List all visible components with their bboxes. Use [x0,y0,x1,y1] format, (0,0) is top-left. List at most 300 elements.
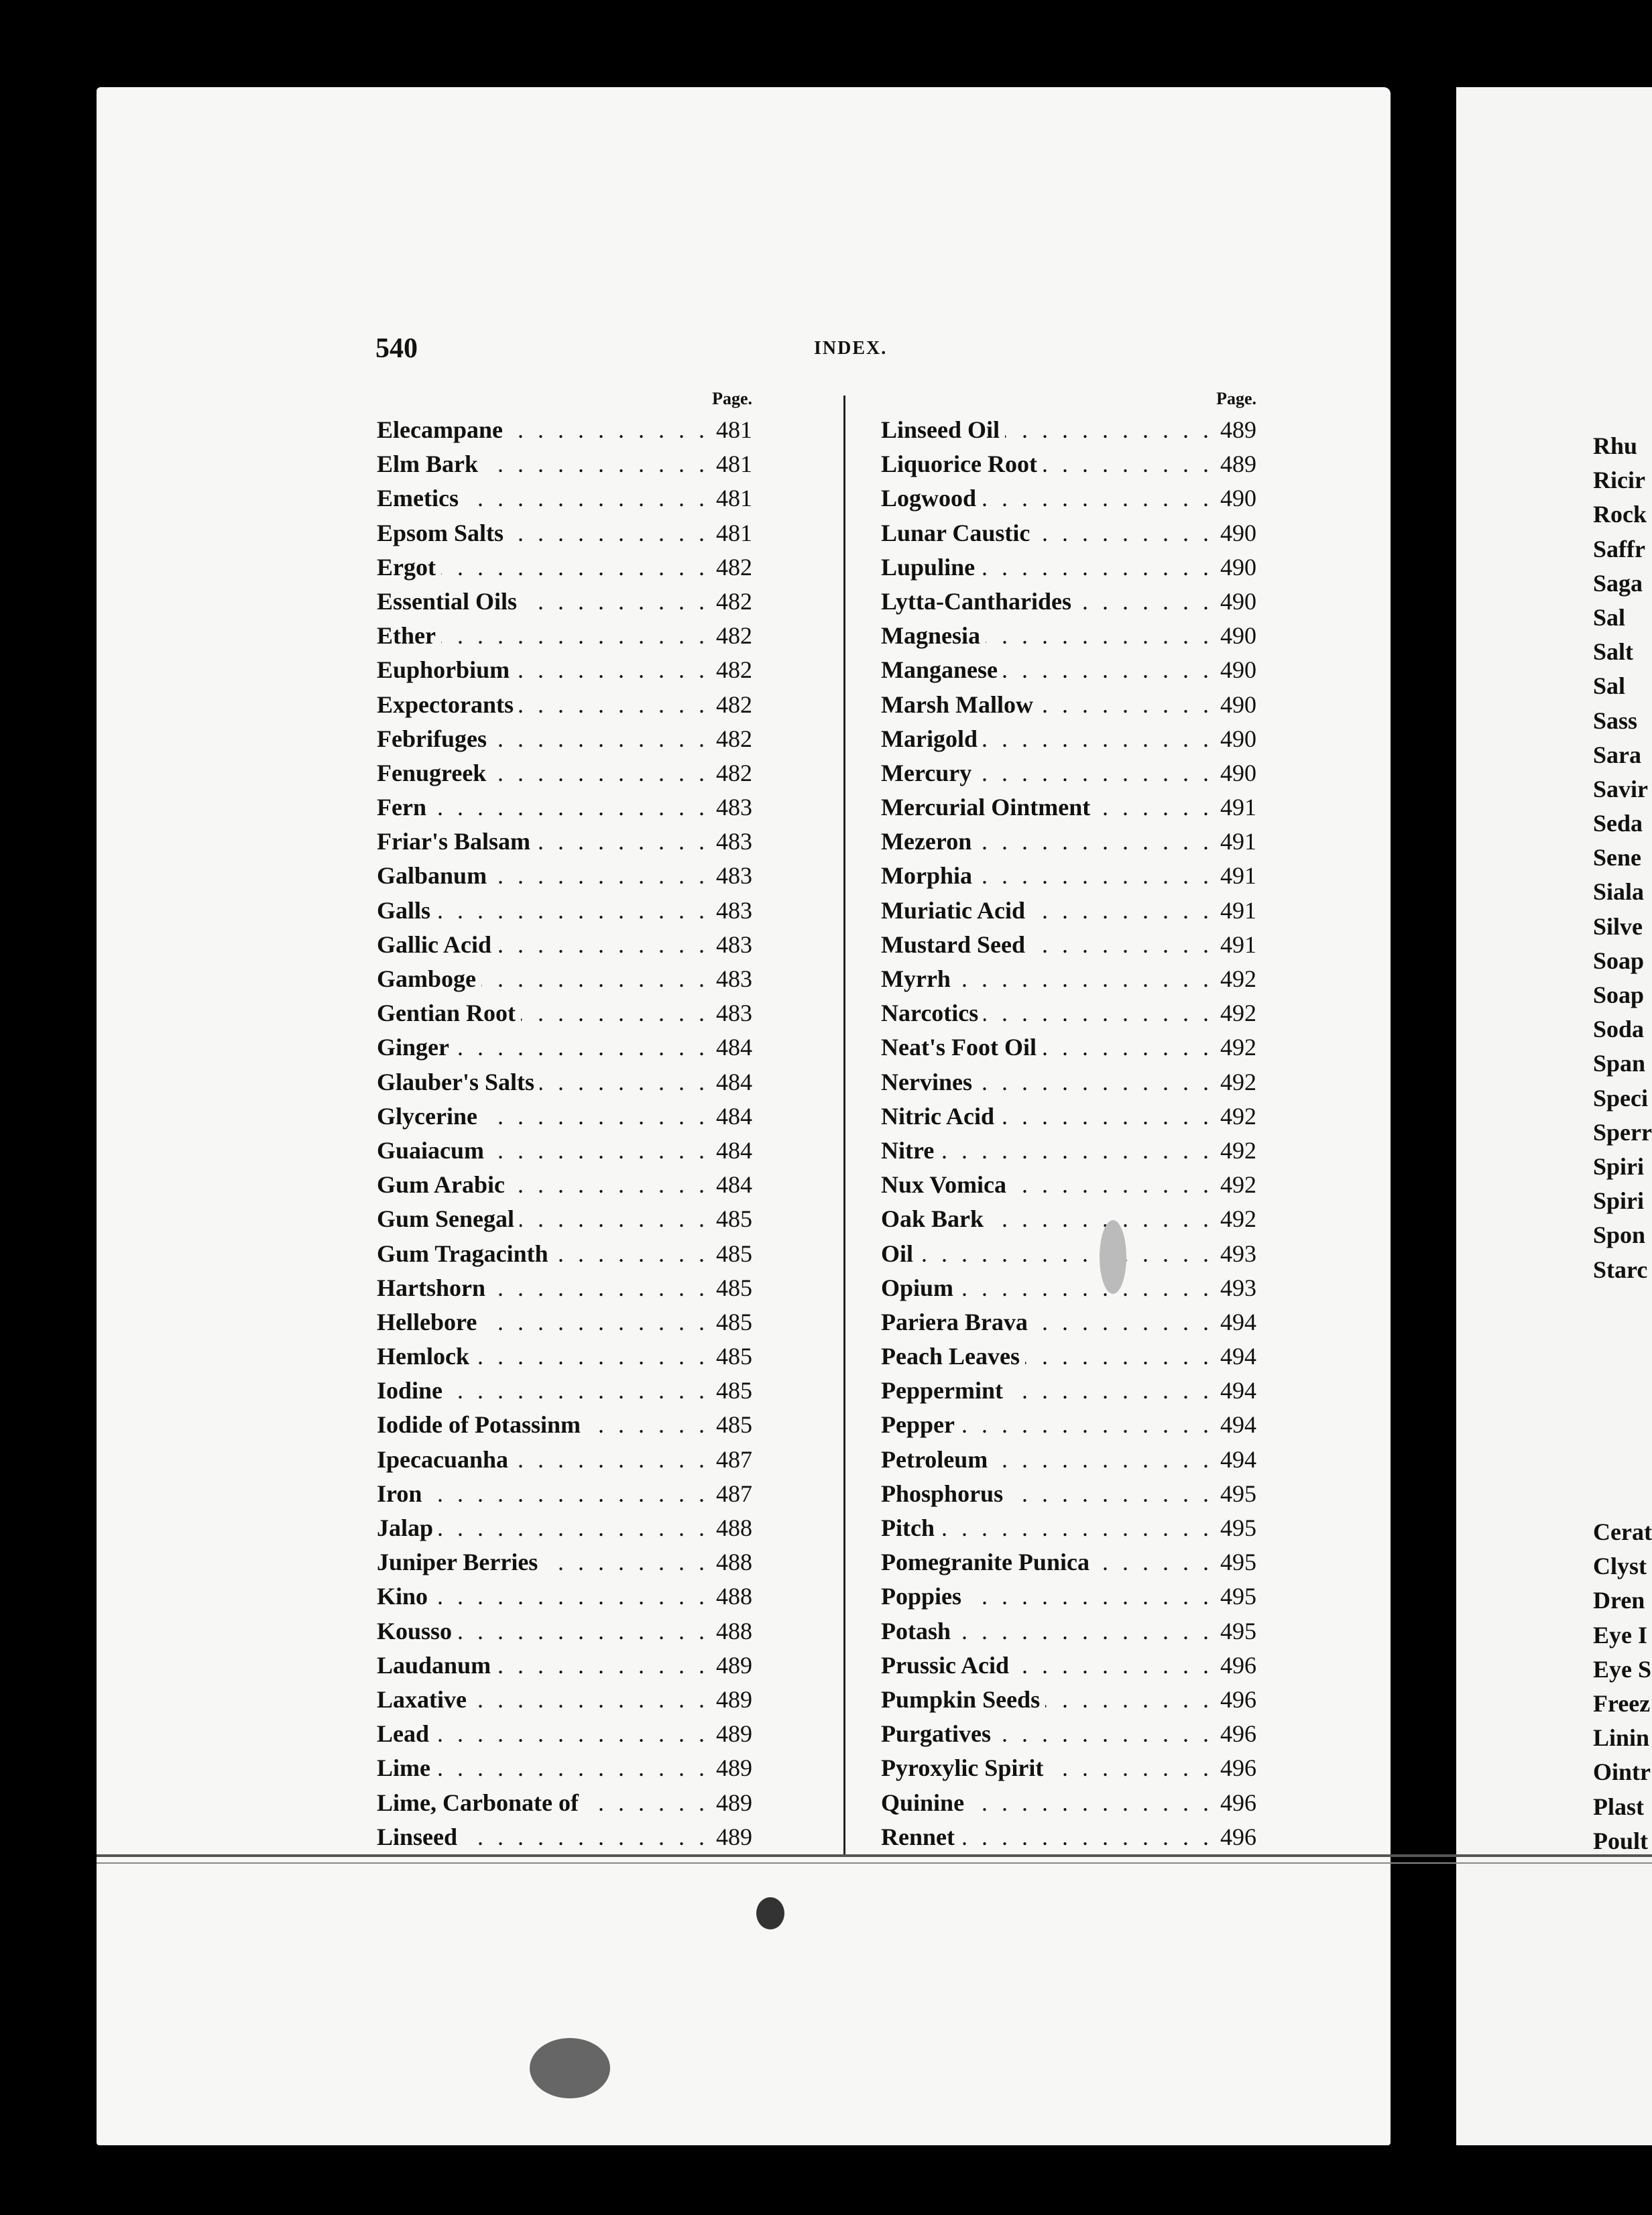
index-page-number: 491 [1215,790,1256,825]
index-term: Lupuline [881,550,980,585]
index-entry [881,1443,1256,1477]
index-entry [881,1717,1256,1751]
index-list-left [377,413,752,1854]
index-entry [881,1477,1256,1511]
index-entry [881,1820,1256,1854]
index-entry [377,1134,752,1168]
facing-page-fragment: Sperr [1593,1118,1652,1146]
index-page-number: 484 [711,1168,752,1202]
index-term: Fenugreek [377,756,491,790]
index-term: Poppies [881,1579,967,1614]
index-entry [377,825,752,859]
index-term: Nitre [881,1134,939,1168]
index-term: Rennet [881,1820,960,1854]
index-term: Mercurial Ointment [881,790,1096,825]
index-term: Lunar Caustic [881,516,1035,550]
index-entry [881,619,1256,653]
index-term: Ipecacuanha [377,1443,514,1477]
index-entry [377,619,752,653]
index-page-number: 491 [1215,825,1256,859]
index-term: Neat's Foot Oil [881,1030,1042,1065]
index-entry [377,1579,752,1614]
facing-page-fragment: Spiri [1593,1152,1645,1180]
index-page-number: 496 [1215,1683,1256,1717]
index-entry [377,790,752,825]
running-head: INDEX. [814,338,888,359]
index-term: Pomegranite Punica [881,1545,1095,1579]
index-page-number: 482 [711,722,752,756]
index-page-number: 496 [1215,1649,1256,1683]
index-page-number: 485 [711,1305,752,1339]
index-entry [377,756,752,790]
facing-page-fragment: Sene [1593,844,1641,872]
index-entry [881,1237,1256,1271]
index-entry [377,1030,752,1065]
index-entry [377,1545,752,1579]
index-term: Marigold [881,722,983,756]
index-entry [881,481,1256,516]
index-page-number: 492 [1215,1202,1256,1236]
index-term: Quinine [881,1786,969,1820]
index-term: Febrifuges [377,722,492,756]
index-term: Iodide of Potassinm [377,1408,586,1442]
index-page-number: 489 [711,1751,752,1785]
index-entry [377,1237,752,1271]
index-entry [881,1168,1256,1202]
index-page-number: 484 [711,1134,752,1168]
facing-page-fragment: Eye S [1593,1655,1652,1683]
index-page-number: 482 [711,756,752,790]
index-term: Glauber's Salts [377,1065,540,1099]
index-entry [377,688,752,722]
index-entry [881,962,1256,996]
index-page-number: 490 [1215,756,1256,790]
index-page-number: 483 [711,825,752,859]
index-entry [881,859,1256,893]
index-page-number: 496 [1215,1786,1256,1820]
index-entry [377,1202,752,1236]
index-page-number: 483 [711,962,752,996]
index-page-number: 492 [1215,996,1256,1030]
index-page-number: 490 [1215,722,1256,756]
index-page-number: 496 [1215,1820,1256,1854]
facing-page-fragment: Linin [1593,1724,1650,1752]
index-term: Expectorants [377,688,519,722]
index-term: Lime, Carbonate of [377,1786,584,1820]
index-term: Ginger [377,1030,455,1065]
ink-blot [530,2038,610,2098]
index-term: Lime [377,1751,436,1785]
index-page-number: 492 [1215,1030,1256,1065]
index-entry [881,447,1256,481]
page-number: 540 [375,333,418,364]
index-entry [881,1751,1256,1785]
index-page-number: 483 [711,996,752,1030]
index-entry [377,859,752,893]
leader-dots [881,1237,1256,1271]
index-entry [881,1065,1256,1099]
index-entry [881,413,1256,447]
facing-page-fragment: Siala [1593,878,1645,906]
index-entry [377,928,752,962]
index-page-number: 490 [1215,688,1256,722]
index-page-number: 495 [1215,1477,1256,1511]
index-page-number: 489 [711,1717,752,1751]
index-term: Lytta-Cantharides [881,585,1077,619]
index-page-number: 483 [711,859,752,893]
index-term: Emetics [377,481,464,516]
index-term: Gallic Acid [377,928,497,962]
index-page-number: 493 [1215,1271,1256,1305]
facing-page-fragment: Soda [1593,1016,1645,1043]
index-term: Gentian Root [377,996,521,1030]
page-header [375,333,1314,373]
index-term: Hemlock [377,1339,475,1374]
page-label: Page. [712,389,752,408]
facing-page-fragment: Cerat [1593,1518,1652,1545]
index-entry [881,1374,1256,1408]
index-term: Logwood [881,481,982,516]
index-term: Gum Senegal [377,1202,520,1236]
facing-page-fragment: Span [1593,1050,1646,1077]
index-page-number: 490 [1215,481,1256,516]
index-page-number: 489 [711,1786,752,1820]
index-term: Kino [377,1579,433,1614]
index-page-number: 496 [1215,1751,1256,1785]
index-page-number: 490 [1215,653,1256,687]
index-entry [881,928,1256,962]
column-header [881,389,1256,413]
index-page-number: 489 [711,1820,752,1854]
index-term: Pumpkin Seeds [881,1683,1045,1717]
index-entry [377,962,752,996]
facing-page-fragment: Silve [1593,912,1643,940]
facing-page-fragment: Saffr [1593,535,1645,562]
index-entry [377,1614,752,1649]
index-term: Narcotics [881,996,984,1030]
facing-page-fragment: Sass [1593,707,1638,734]
index-entry [377,1443,752,1477]
index-term: Ergot [377,550,441,585]
index-page-number: 485 [711,1237,752,1271]
index-term: Mercury [881,756,977,790]
index-page-number: 483 [711,928,752,962]
index-entry [881,1614,1256,1649]
index-entry [881,550,1256,585]
index-term: Oil [881,1237,919,1271]
index-page-number: 487 [711,1443,752,1477]
facing-page-fragment: Ointr [1593,1758,1651,1786]
index-term: Elecampane [377,413,508,447]
facing-page-fragment: Soap [1593,981,1645,1008]
index-page-number: 484 [711,1030,752,1065]
index-page-number: 492 [1215,1065,1256,1099]
index-page-number: 490 [1215,516,1256,550]
index-term: Pyroxylic Spirit [881,1751,1049,1785]
index-term: Fern [377,790,432,825]
facing-page-fragment: Sal [1593,603,1626,631]
index-page-number: 494 [1215,1408,1256,1442]
index-entry [881,1511,1256,1545]
index-term: Pitch [881,1511,940,1545]
facing-page-fragment: Soap [1593,947,1645,974]
leader-dots [377,1477,752,1511]
index-entry [377,996,752,1030]
index-term: Gum Arabic [377,1168,510,1202]
facing-page-fragment: Speci [1593,1084,1649,1112]
index-page-number: 491 [1215,859,1256,893]
index-page-number: 494 [1215,1443,1256,1477]
index-entry [377,1099,752,1134]
index-page-number: 485 [711,1202,752,1236]
index-entry [881,1271,1256,1305]
index-term: Juniper Berries [377,1545,543,1579]
index-page-number: 495 [1215,1511,1256,1545]
facing-page-fragment: Spiri [1593,1187,1645,1215]
index-entry [377,550,752,585]
ink-blot [756,1897,784,1929]
index-page-number: 493 [1215,1237,1256,1271]
index-term: Friar's Balsam [377,825,536,859]
index-page-number: 482 [711,619,752,653]
index-term: Phosphorus [881,1477,1008,1511]
index-entry [881,1579,1256,1614]
facing-page-fragment: Starc [1593,1256,1648,1283]
index-term: Gamboge [377,962,481,996]
index-term: Prussic Acid [881,1649,1014,1683]
facing-page-fragment: Spon [1593,1221,1646,1249]
index-page-number: 492 [1215,1134,1256,1168]
index-term: Euphorbium [377,653,515,687]
column-divider [843,396,845,1857]
facing-page-fragment: Sara [1593,741,1641,768]
index-term: Epsom Salts [377,516,509,550]
index-entry [377,1374,752,1408]
index-term: Pepper [881,1408,960,1442]
index-entry [377,1305,752,1339]
index-page-number: 492 [1215,1168,1256,1202]
index-term: Lead [377,1717,434,1751]
index-entry [881,1408,1256,1442]
index-term: Linseed Oil [881,413,1005,447]
index-entry [377,413,752,447]
index-entry [377,722,752,756]
index-page-number: 482 [711,688,752,722]
index-page-number: 495 [1215,1545,1256,1579]
index-term: Muriatic Acid [881,894,1030,928]
index-term: Opium [881,1271,959,1305]
facing-page-fragment: Rock [1593,501,1647,528]
index-term: Peach Leaves [881,1339,1025,1374]
index-entry [377,1786,752,1820]
index-term: Ether [377,619,441,653]
index-term: Liquorice Root [881,447,1043,481]
index-term: Hellebore [377,1305,482,1339]
index-entry [881,688,1256,722]
index-term: Manganese [881,653,1003,687]
index-entry [881,1134,1256,1168]
index-entry [377,1065,752,1099]
index-page-number: 490 [1215,550,1256,585]
index-entry [377,1511,752,1545]
index-column-left [377,389,752,1854]
index-term: Linseed [377,1820,463,1854]
index-page-number: 488 [711,1579,752,1614]
leader-dots [377,790,752,825]
index-page-number: 494 [1215,1339,1256,1374]
index-entry [377,1751,752,1785]
index-page-number: 490 [1215,585,1256,619]
facing-page-fragment: Sal [1593,672,1626,700]
facing-page-fragment: Ricir [1593,467,1645,494]
index-term: Elm Bark [377,447,483,481]
index-page-number: 495 [1215,1614,1256,1649]
facing-page-fragment: Seda [1593,810,1643,837]
index-entry [377,1683,752,1717]
index-term: Galbanum [377,859,492,893]
index-page-number: 491 [1215,928,1256,962]
index-term: Laudanum [377,1649,496,1683]
index-term: Glycerine [377,1099,483,1134]
index-term: Myrrh [881,962,956,996]
index-column-right [881,389,1256,1854]
page-bottom-rule [97,1854,1652,1857]
index-term: Potash [881,1614,956,1649]
index-term: Nitric Acid [881,1099,1000,1134]
index-term: Petroleum [881,1443,993,1477]
facing-page-fragment: Eye I [1593,1621,1647,1649]
index-entry [881,756,1256,790]
index-term: Pariera Brava [881,1305,1033,1339]
index-page-number: 494 [1215,1305,1256,1339]
index-term: Kousso [377,1614,457,1649]
facing-page-fragment: Plast [1593,1793,1644,1820]
facing-page-fragment: Dren [1593,1587,1645,1614]
index-page-number: 494 [1215,1374,1256,1408]
index-term: Nux Vomica [881,1168,1012,1202]
index-term: Oak Bark [881,1202,989,1236]
facing-page-fragment: Savir [1593,775,1649,802]
index-entry [881,1030,1256,1065]
index-entry [377,1820,752,1854]
index-term: Jalap [377,1511,438,1545]
index-entry [881,1683,1256,1717]
index-page-number: 485 [711,1408,752,1442]
index-page-number: 482 [711,550,752,585]
facing-page-fragments-bottom [1593,1515,1652,1858]
facing-page-fragments-top [1593,429,1652,1287]
index-term: Magnesia [881,619,986,653]
index-entry [881,894,1256,928]
index-page-number: 490 [1215,619,1256,653]
index-entry [881,996,1256,1030]
page-bottom-rule-secondary [97,1862,1652,1864]
facing-page-fragment: Saga [1593,569,1643,597]
book-gutter [1391,87,1456,2145]
index-page-number: 481 [711,516,752,550]
index-term: Mezeron [881,825,977,859]
index-page-number: 489 [1215,447,1256,481]
index-entry [881,1545,1256,1579]
index-page-number: 483 [711,790,752,825]
index-entry [881,653,1256,687]
facing-page-fragment: Rhu [1593,432,1638,459]
facing-page-fragment: Salt [1593,638,1634,666]
index-entry [377,1408,752,1442]
index-entry [881,722,1256,756]
index-entry [377,1339,752,1374]
index-entry [881,790,1256,825]
index-page-number: 485 [711,1271,752,1305]
index-page-number: 481 [711,447,752,481]
index-term: Peppermint [881,1374,1008,1408]
index-term: Nervines [881,1065,978,1099]
index-term: Marsh Mallow [881,688,1039,722]
ink-blot [1100,1220,1126,1294]
index-page-number: 481 [711,481,752,516]
index-entry [881,585,1256,619]
index-page-number: 483 [711,894,752,928]
index-term: Purgatives [881,1717,996,1751]
index-page-number: 489 [711,1683,752,1717]
index-page-number: 482 [711,653,752,687]
index-entry [377,447,752,481]
column-header [377,389,752,413]
index-term: Gum Tragacinth [377,1237,554,1271]
index-term: Guaiacum [377,1134,489,1168]
index-term: Essential Oils [377,585,522,619]
index-page-number: 484 [711,1099,752,1134]
index-page-number: 492 [1215,1099,1256,1134]
index-entry [377,894,752,928]
index-entry [377,1649,752,1683]
index-entry [377,1477,752,1511]
index-page-number: 492 [1215,962,1256,996]
index-term: Laxative [377,1683,472,1717]
index-page-number: 495 [1215,1579,1256,1614]
index-page-number: 488 [711,1545,752,1579]
index-page-number: 485 [711,1339,752,1374]
index-page-number: 484 [711,1065,752,1099]
index-entry [377,481,752,516]
index-page-number: 496 [1215,1717,1256,1751]
index-entry [881,1305,1256,1339]
facing-page-fragment: Freez [1593,1689,1651,1717]
index-term: Mustard Seed [881,928,1030,962]
index-page-number: 489 [711,1649,752,1683]
index-entry [377,1717,752,1751]
index-page-number: 487 [711,1477,752,1511]
index-page-number: 488 [711,1614,752,1649]
index-term: Iron [377,1477,427,1511]
index-list-right [881,413,1256,1854]
index-page-number: 489 [1215,413,1256,447]
index-entry [377,1271,752,1305]
index-entry [881,1339,1256,1374]
page-label: Page. [1216,389,1256,408]
index-term: Hartshorn [377,1271,491,1305]
index-page-number: 482 [711,585,752,619]
facing-page-fragment: Poult [1593,1827,1649,1854]
index-page-number: 481 [711,413,752,447]
index-term: Galls [377,894,436,928]
index-entry [881,1099,1256,1134]
index-entry [881,516,1256,550]
index-entry [377,1168,752,1202]
index-entry [881,1202,1256,1236]
index-entry [881,825,1256,859]
index-entry [881,1649,1256,1683]
